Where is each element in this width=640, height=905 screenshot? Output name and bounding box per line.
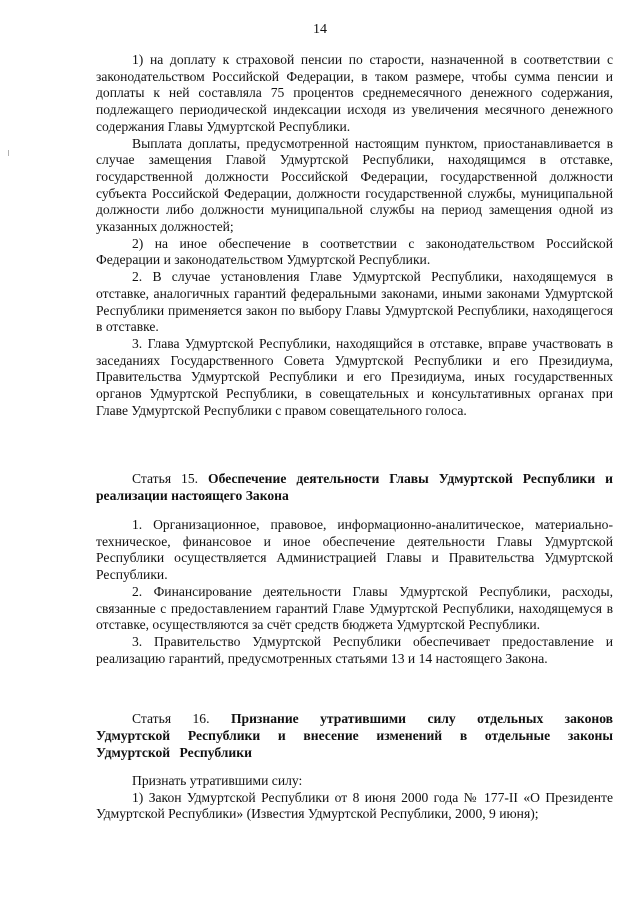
article-16-heading-block [96, 710, 613, 761]
paragraph-other-provision: 2) на иное обеспечение в соответствии с законодательством Российской Федерации и законодательством Удмуртской Республики. [96, 235, 613, 268]
article-16-label: Статья 16. [132, 711, 210, 726]
paragraph-supplement-suspension: Выплата доплаты, предусмотренной настоящим пунктом, приостанавливается в случае замещения Главой Удмуртской Республики, находящимся в отставке, государственной должности Российской Федерации, государственной должности субъекта Российской Федерации, должности государственной службы, муниципальной должности либо должности муниципальной службы на период замещения одной из указанных должностей; [96, 135, 613, 235]
article-16-body [96, 773, 613, 823]
article-16-title: Признание утратившими силу отдельных законов Удмуртской Республики и внесение изменений в отдельные законы Удмуртской Республики [96, 711, 614, 760]
article-15-body [96, 517, 613, 667]
article-15-paragraph-3: 3. Правительство Удмуртской Республики обеспечивает предоставление и реализацию гарантий, предусмотренных статьями 13 и 14 настоящего Закона. [96, 633, 613, 666]
paragraph-guarantee-choice: 2. В случае установления Главе Удмуртской Республики, находящемуся в отставке, аналогичных гарантий федеральными законами, иными законами Удмуртской Республики применяется закон по выбору Главы Удмуртской Республики, находящегося в отставке. [96, 269, 613, 335]
page-number: 14 [313, 22, 327, 37]
article-14-continuation [96, 52, 613, 419]
margin-mark [8, 150, 9, 156]
article-16-paragraph-2: 1) Закон Удмуртской Республики от 8 июня 2000 года № 177-II «О Президенте Удмуртской Республики» (Известия Удмуртской Республики, 2000, 9 июня); [96, 789, 613, 822]
article-15-paragraph-1: 1. Организационное, правовое, информационно-аналитическое, материально-техническое, финансовое и иное обеспечение деятельности Главы Удмуртской Республики осуществляется Администрацией Главы и Правительства Удмуртской Республики. [96, 517, 613, 583]
article-15-heading-block [96, 470, 613, 504]
article-15-label: Статья 15. [132, 471, 199, 486]
article-15-heading [96, 470, 613, 504]
article-16-heading [96, 710, 613, 761]
article-16-paragraph-1: Признать утратившими силу: [132, 773, 303, 788]
paragraph-participation-right: 3. Глава Удмуртской Республики, находящийся в отставке, вправе участвовать в заседаниях Государственного Совета Удмуртской Республики и его Президиума, Правительства Удмуртской Республики и его Президиума, иных государственных органов Удмуртской Республики, в совещательных и консультативных органах при Главе Удмуртской Республики с правом совещательного голоса. [96, 335, 613, 418]
article-15-title: Обеспечение деятельности Главы Удмуртской Республики и реализации настоящего Закона [96, 471, 613, 503]
paragraph-pension-supplement: 1) на доплату к страховой пенсии по старости, назначенной в соответствии с законодательством Российской Федерации, в таком размере, чтобы сумма пенсии и доплаты к ней составляла 75 процентов среднемесячного денежного содержания, подлежащего периодической индексации исходя из увеличения месячного денежного содержания Главы Удмуртской Республики. [96, 52, 613, 134]
article-15-paragraph-2: 2. Финансирование деятельности Главы Удмуртской Республики, расходы, связанные с предоставлением гарантий Главе Удмуртской Республики, находящемуся в отставке, осуществляются за счёт средств бюджета Удмуртской Республики. [96, 583, 613, 633]
